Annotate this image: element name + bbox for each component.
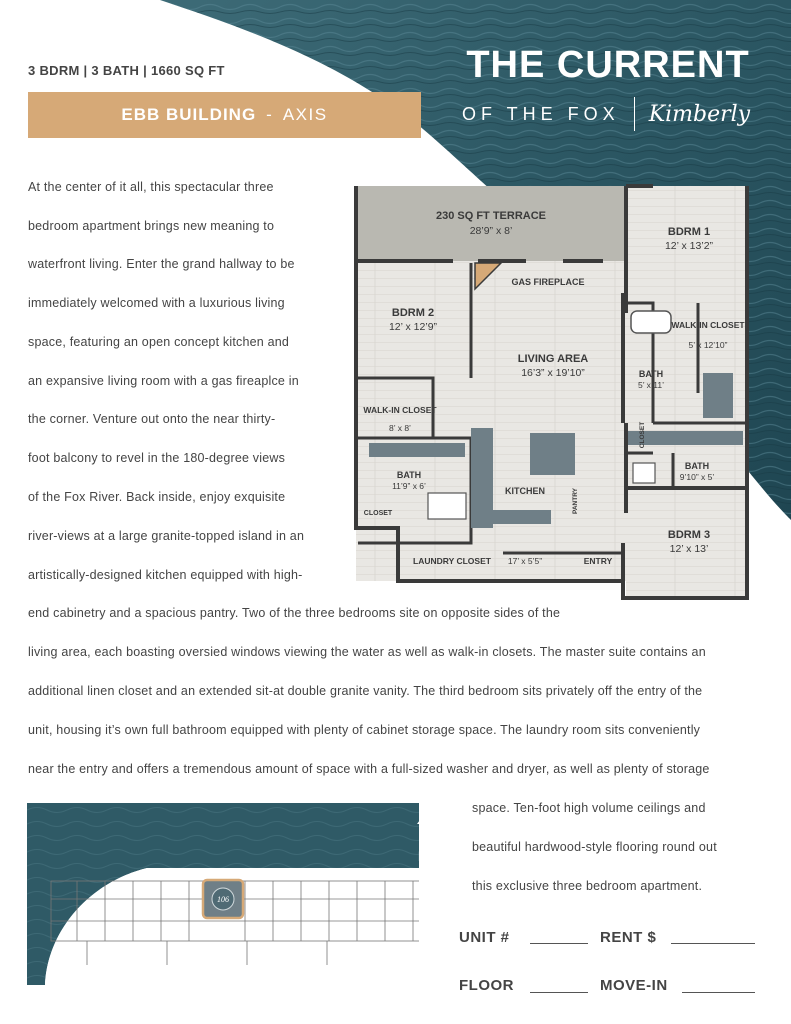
brand-of-the-fox: OF THE FOX xyxy=(462,103,620,124)
bath2-dims: 11’9” x 6’ xyxy=(392,481,426,491)
terrace-floor xyxy=(356,186,626,261)
unit-number: 106 xyxy=(217,895,229,904)
terrace-name: 230 SQ FT TERRACE xyxy=(435,210,547,222)
bath3-dims: 9’10” x 5’ xyxy=(679,472,715,482)
description-line: bedroom apartment brings new meaning to xyxy=(28,219,275,233)
description-line: river-views at a large granite-topped island in an xyxy=(28,529,305,543)
floor-field[interactable] xyxy=(530,992,588,993)
description-line: end cabinetry and a spacious pantry. Two of the three bedrooms site on opposite sides of the xyxy=(28,606,561,620)
living-name: LIVING AREA xyxy=(517,353,589,365)
description-line: this exclusive three bedroom apartment. xyxy=(472,879,703,893)
description-line: of the Fox River. Back inside, enjoy exquisite xyxy=(28,490,286,504)
shower xyxy=(633,463,655,483)
laundry-label: LAUNDRY CLOSET xyxy=(413,556,491,566)
building-name: EBB BUILDING xyxy=(121,105,257,124)
north-indicator xyxy=(412,815,434,865)
living-dims: 16’3” x 19’10” xyxy=(521,367,585,379)
bdrm1-name: BDRM 1 xyxy=(667,226,711,238)
brand-subtitle xyxy=(462,96,754,132)
tub-2 xyxy=(428,493,466,519)
building-separator: - xyxy=(266,105,273,124)
bath-master-dims: 5’ x 11’ xyxy=(638,380,664,390)
description-line: artistically-designed kitchen equipped with high- xyxy=(28,568,303,582)
brand-title: THE CURRENT xyxy=(466,44,750,86)
description-line: an expansive living room with a gas fireaplce in xyxy=(28,374,299,388)
bdrm3-dims: 12’ x 13’ xyxy=(669,543,709,555)
terrace-dims: 28’9” x 8’ xyxy=(469,225,513,237)
walkin2-label: WALK-IN CLOSET xyxy=(363,405,437,415)
unit-label: UNIT # xyxy=(459,929,510,946)
bdrm2-name: BDRM 2 xyxy=(391,307,435,319)
walkin1-label: WALK-IN CLOSET xyxy=(671,320,745,330)
floor-plan xyxy=(353,183,750,601)
brand-divider xyxy=(634,97,635,131)
movein-field[interactable] xyxy=(682,992,755,993)
bath-master-name: BATH xyxy=(638,369,664,379)
bathtub xyxy=(631,311,671,333)
description-line: At the center of it all, this spectacular three xyxy=(28,180,274,194)
entry-label: ENTRY xyxy=(583,556,613,566)
bdrm3-name: BDRM 3 xyxy=(667,529,711,541)
walkin1-dims: 5’ x 12’10” xyxy=(688,340,728,350)
building-banner xyxy=(28,92,421,138)
description-line: near the entry and offers a tremendous amount of space with a full-sized washer and dryer, as well as plenty of storage xyxy=(28,762,710,776)
kitchen-island xyxy=(530,433,575,475)
description-line: waterfront living. Enter the grand hallway to be xyxy=(28,257,295,271)
unit-specs: 3 BDRM | 3 BATH | 1660 SQ FT xyxy=(28,63,225,78)
description-line: foot balcony to revel in the 180-degree views xyxy=(28,451,286,465)
walkin2-dims: 8’ x 8’ xyxy=(389,423,411,433)
description-line: unit, housing it’s own full bathroom equipped with plenty of cabinet storage space. The laundry room sits conveniently xyxy=(28,723,701,737)
description-line: additional linen closet and an extended sit-at double granite vanity. The third bedroom sits privately off the entry of the xyxy=(28,684,703,698)
rent-field[interactable] xyxy=(671,943,755,944)
north-arrow-icon xyxy=(416,815,430,841)
description-line: beautiful hardwood-style flooring round out xyxy=(472,840,717,854)
bdrm1-dims: 12’ x 13’2” xyxy=(664,240,714,252)
closet-left-label: CLOSET xyxy=(363,510,393,517)
laundry-dims: 17’ x 5’5” xyxy=(507,556,543,566)
pantry-label: PANTRY xyxy=(572,488,579,514)
site-plan xyxy=(27,803,419,985)
description-line: space. Ten-foot high volume ceilings and xyxy=(472,801,706,815)
description-line: living area, each boasting oversied windows viewing the water as well as walk-in closets. The master suite contains an xyxy=(28,645,706,659)
bath3-name: BATH xyxy=(684,461,710,471)
closet-right-label: CLOSET xyxy=(639,421,646,449)
rent-label: RENT $ xyxy=(600,929,657,946)
building-type: AXIS xyxy=(282,105,328,124)
kitchen-label: KITCHEN xyxy=(505,486,545,496)
brand-city: Kimberly xyxy=(648,101,751,127)
unit-field[interactable] xyxy=(530,943,588,944)
movein-label: MOVE-IN xyxy=(600,977,668,994)
fireplace-label: GAS FIREPLACE xyxy=(511,277,585,287)
north-label: N xyxy=(417,848,429,864)
description-line: the corner. Venture out onto the near thirty- xyxy=(28,412,276,426)
description-line: space, featuring an open concept kitchen and xyxy=(28,335,290,349)
floor-label: FLOOR xyxy=(459,977,514,994)
description-line: immediately welcomed with a luxurious living xyxy=(28,296,285,310)
bath2-name: BATH xyxy=(396,470,422,480)
bdrm2-dims: 12’ x 12’9” xyxy=(388,321,438,333)
